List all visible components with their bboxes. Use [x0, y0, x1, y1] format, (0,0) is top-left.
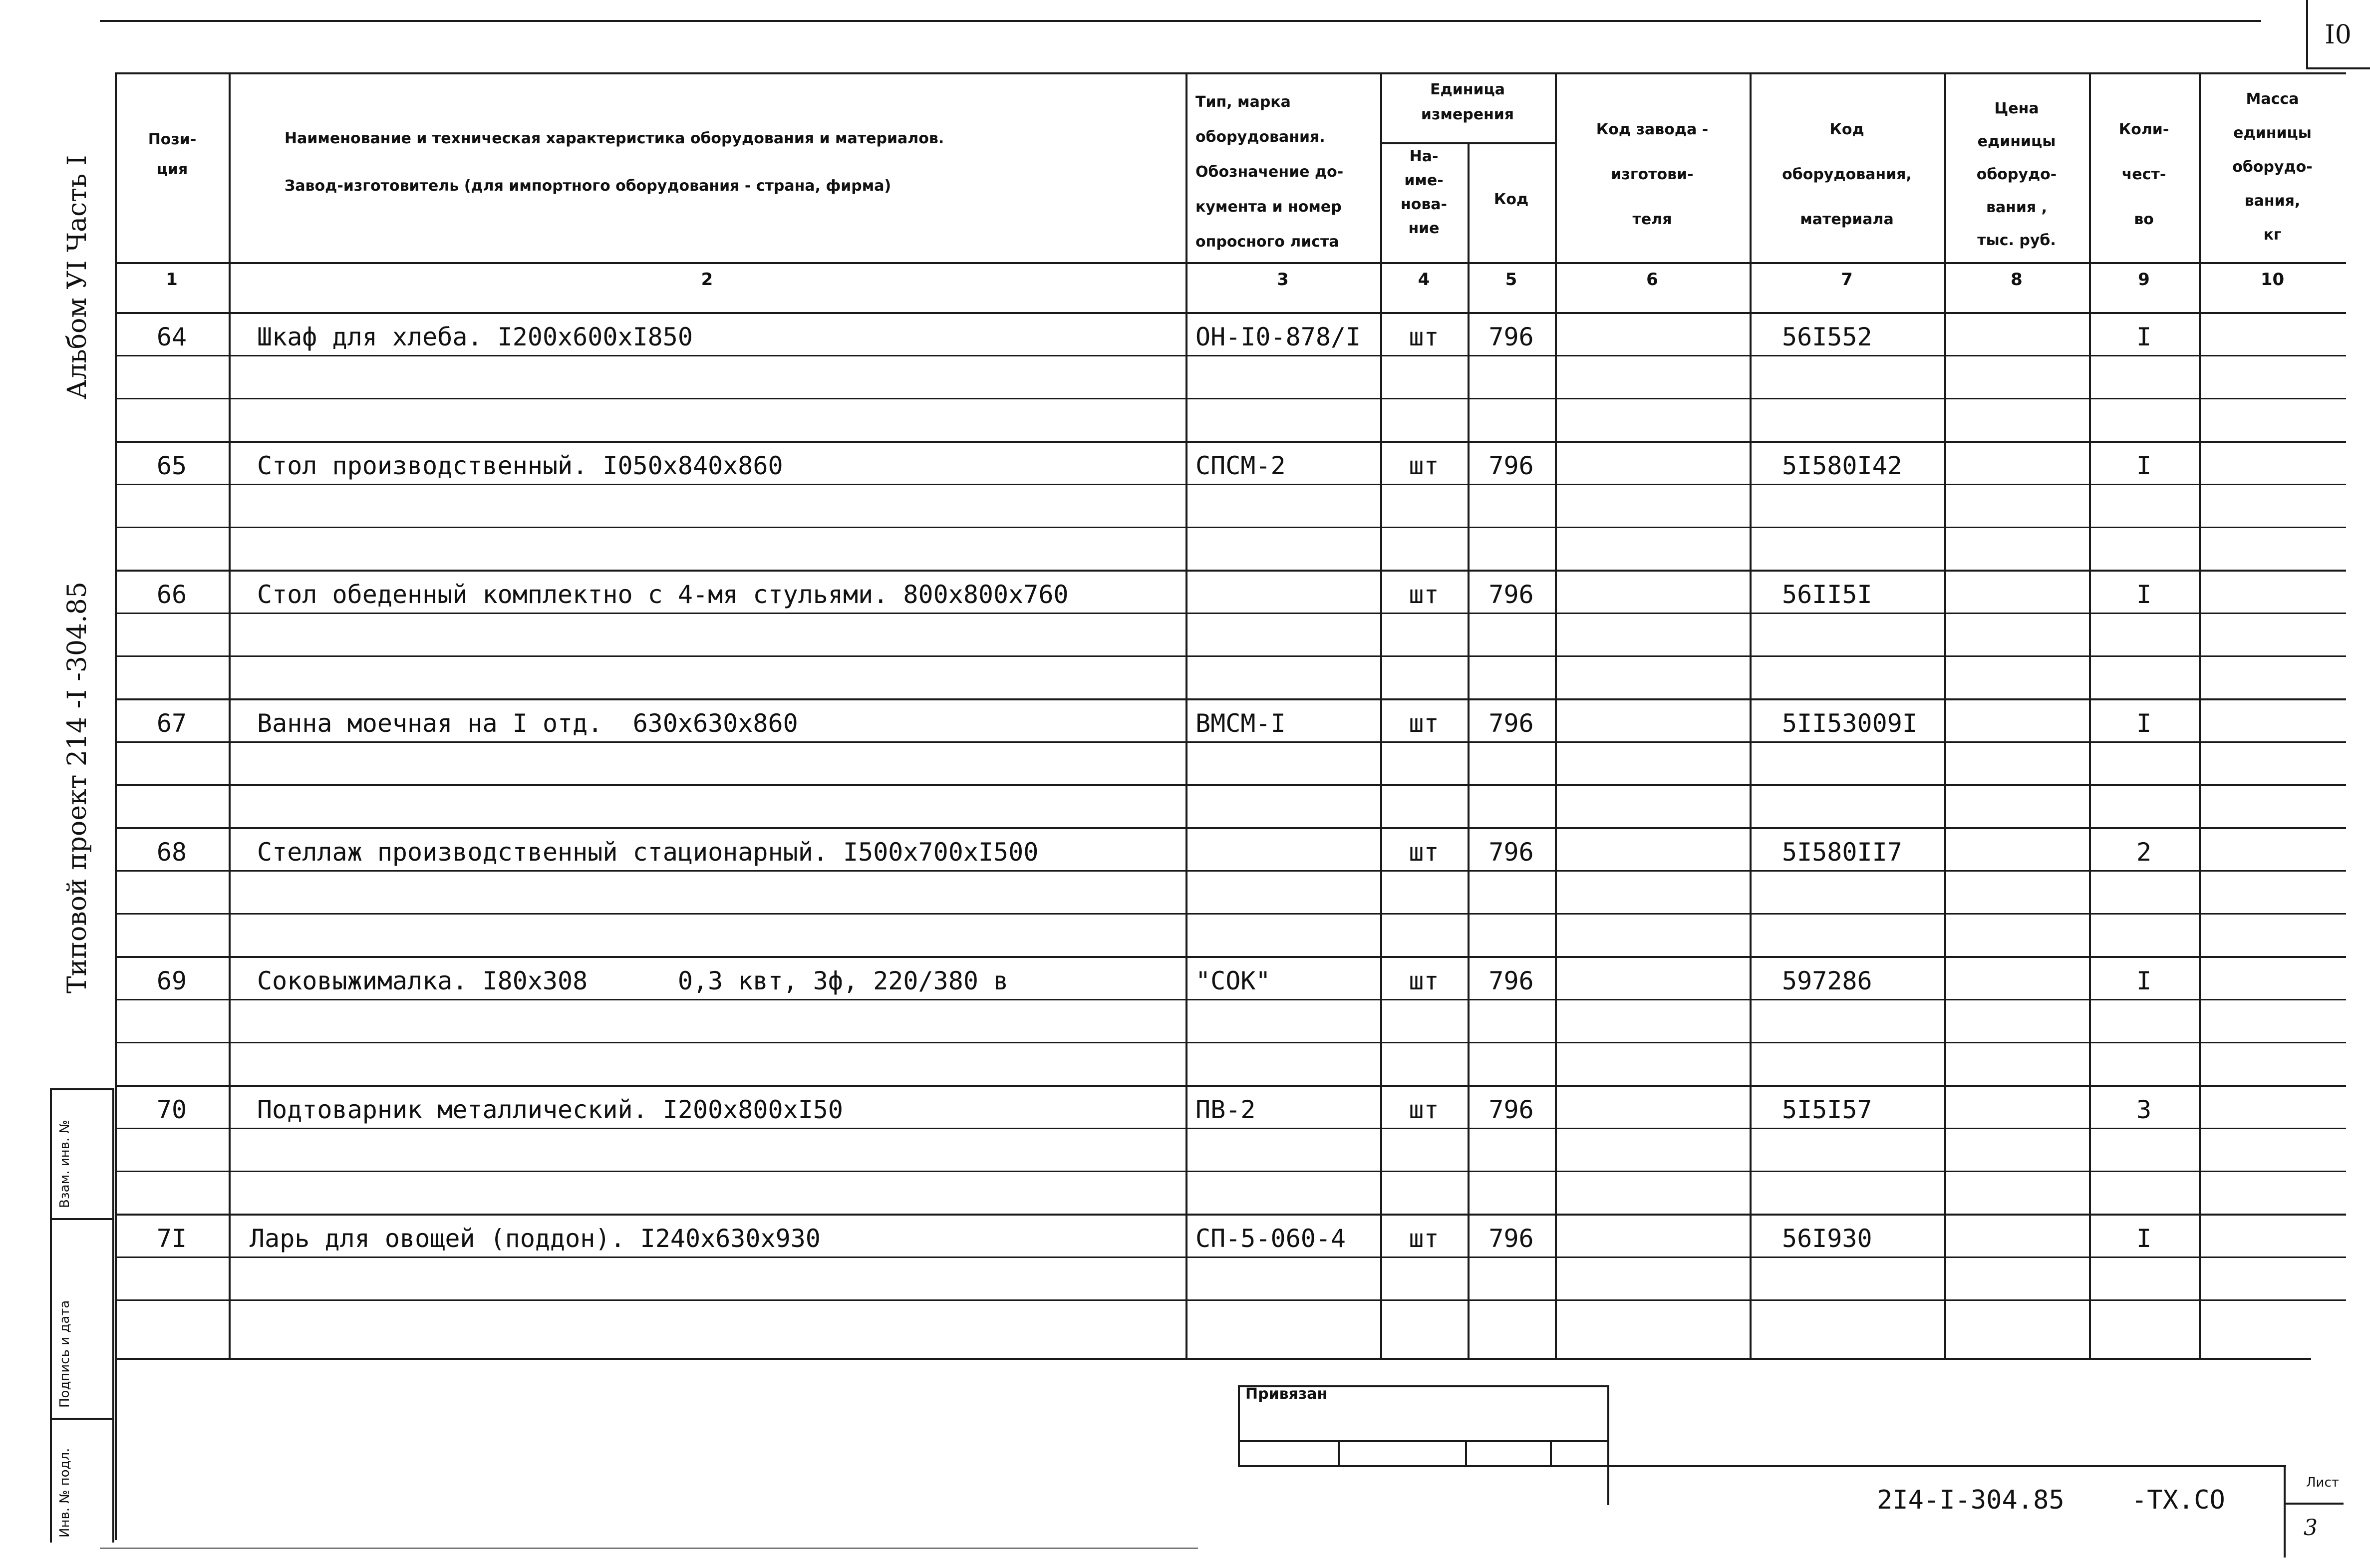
row-qty: I: [2136, 966, 2152, 995]
top-border: [100, 20, 2261, 22]
row-position: 70: [156, 1095, 187, 1124]
row-unit: шт: [1409, 966, 1439, 995]
colnum-7: 7: [1841, 270, 1853, 290]
row-qty: I: [2136, 709, 2152, 738]
row-position: 65: [156, 451, 187, 480]
sheet-no: 3: [2304, 1515, 2318, 1541]
colnum-6: 6: [1646, 270, 1658, 290]
doc-suffix: -ТХ.СО: [2131, 1485, 2225, 1515]
row-type: ОН-I0-878/I: [1195, 322, 1361, 351]
header-mass: Масса единицы оборудо- вания, кг: [2232, 90, 2313, 244]
stamp-line-2: [50, 1218, 112, 1220]
row-separator: [115, 1299, 2346, 1301]
col-line-9: [2199, 72, 2201, 1358]
linked-tick-3: [1550, 1440, 1552, 1465]
row-separator: [115, 999, 2346, 1000]
row-position: 67: [156, 709, 187, 738]
row-separator: [115, 913, 2346, 915]
stamp-right-line: [112, 1088, 114, 1543]
col-line-0: [115, 72, 117, 1540]
colnum-5: 5: [1505, 270, 1517, 290]
row-block-separator: [115, 698, 2346, 700]
stamp-line-3: [50, 1418, 112, 1420]
row-type: "СОК": [1195, 966, 1271, 995]
col-line-1: [229, 72, 231, 1358]
row-block-separator: [115, 1085, 2346, 1087]
colnum-1: 1: [166, 270, 178, 290]
row-unit-code: 796: [1488, 322, 1534, 351]
row-unit-code: 796: [1488, 1224, 1534, 1253]
row-name: Стол обеденный комплектно с 4-мя стульями. 800x800x760: [257, 580, 1069, 609]
row-unit: шт: [1409, 451, 1439, 480]
row-unit-code: 796: [1488, 1095, 1534, 1124]
row-type: ПВ-2: [1195, 1095, 1256, 1124]
header-qty: Коли- чест- во: [2118, 121, 2169, 228]
row-unit-code: 796: [1488, 709, 1534, 738]
colnum-3: 3: [1277, 270, 1289, 290]
row-separator: [115, 655, 2346, 657]
sheet-label: Лист: [2306, 1475, 2339, 1490]
col-line-5: [1555, 72, 1557, 1358]
row-position: 69: [156, 966, 187, 995]
row-qty: I: [2136, 580, 2152, 609]
linked-box-mid: [1238, 1440, 1607, 1442]
row-separator: [115, 1128, 2346, 1129]
row-name: Шкаф для хлеба. I200x600xI850: [257, 322, 693, 351]
row-unit-code: 796: [1488, 580, 1534, 609]
table-bottom-line: [115, 1358, 2311, 1360]
row-type: СПСМ-2: [1195, 451, 1286, 480]
row-equip-code: 5I5I57: [1782, 1095, 1872, 1124]
row-block-separator: [115, 827, 2346, 829]
row-position: 7I: [156, 1224, 187, 1253]
row-position: 66: [156, 580, 187, 609]
row-unit: шт: [1409, 709, 1439, 738]
row-equip-code: 5I580II7: [1782, 838, 1902, 867]
row-unit-code: 796: [1488, 838, 1534, 867]
row-qty: 3: [2136, 1095, 2152, 1124]
row-separator: [115, 870, 2346, 872]
header-unit-name: На- име- нова- ние: [1400, 148, 1448, 237]
header-bottom-line: [115, 262, 2346, 264]
row-type: ВМСМ-I: [1195, 709, 1286, 738]
row-unit: шт: [1409, 322, 1439, 351]
col-line-2: [1185, 72, 1187, 1358]
header-type: Тип, марка оборудования. Обозначение до- кумента и номер опросного листа: [1195, 93, 1344, 251]
row-qty: 2: [2136, 838, 2152, 867]
row-name: Ларь для овощей (поддон). I240x630x930: [250, 1224, 821, 1253]
row-separator: [115, 398, 2346, 399]
sheet-cell-left: [2284, 1465, 2286, 1558]
row-unit: шт: [1409, 580, 1439, 609]
row-name: Ванна моечная на I отд. 630x630x860: [257, 709, 798, 738]
row-equip-code: 56I552: [1782, 322, 1872, 351]
row-separator: [115, 741, 2346, 743]
row-separator: [115, 1042, 2346, 1043]
header-price: Цена единицы оборудо- вания , тыс. руб.: [1976, 100, 2057, 249]
row-name: Соковыжималка. I80x308 0,3 квт, 3ф, 220/380 в: [257, 966, 1009, 995]
sheet-number: I0: [2325, 20, 2352, 50]
title-block-line: [1238, 1465, 2286, 1467]
colnum-10: 10: [2260, 270, 2285, 290]
table-top-line: [115, 72, 2346, 74]
row-equip-code: 5II53009I: [1782, 709, 1917, 738]
linked-label: Привязан: [1245, 1385, 1328, 1403]
header-unit-code: Код: [1493, 191, 1529, 208]
row-block-separator: [115, 570, 2346, 572]
row-qty: I: [2136, 451, 2152, 480]
stamp-label-signature: Подпись и дата: [57, 1300, 72, 1408]
linked-tick-2: [1465, 1440, 1467, 1465]
doc-code: 2I4-I-304.85: [1877, 1485, 2065, 1515]
row-equip-code: 597286: [1782, 966, 1872, 995]
row-block-separator: [115, 1214, 2346, 1216]
linked-box-left: [1238, 1385, 1240, 1465]
colnum-2: 2: [701, 270, 713, 290]
linked-box-right: [1607, 1385, 1609, 1505]
row-position: 68: [156, 838, 187, 867]
col-line-6: [1750, 72, 1752, 1358]
row-equip-code: 56I930: [1782, 1224, 1872, 1253]
header-position: Пози- ция: [148, 131, 197, 178]
row-qty: I: [2136, 1224, 2152, 1253]
row-position: 64: [156, 322, 187, 351]
row-separator: [115, 484, 2346, 485]
row-unit: шт: [1409, 838, 1439, 867]
row-type: СП-5-060-4: [1195, 1224, 1346, 1253]
album-label: Альбом УI Часть I: [62, 155, 92, 399]
stamp-label-original: Инв. № подл.: [57, 1448, 72, 1538]
row-unit-code: 796: [1488, 966, 1534, 995]
row-separator: [115, 1171, 2346, 1172]
stamp-line-1: [50, 1088, 112, 1090]
col-line-7: [1944, 72, 1946, 1358]
row-unit: шт: [1409, 1224, 1439, 1253]
colnum-9: 9: [2138, 270, 2150, 290]
header-equip-code: Код оборудования, материала: [1782, 121, 1912, 228]
row-unit-code: 796: [1488, 451, 1534, 480]
row-equip-code: 5I580I42: [1782, 451, 1902, 480]
colnum-8: 8: [2011, 270, 2023, 290]
stamp-label-replace: Взам. инв. №: [57, 1120, 72, 1208]
sheet-cell-mid: [2284, 1503, 2344, 1505]
row-separator: [115, 784, 2346, 786]
stamp-left-line: [50, 1088, 52, 1543]
row-equip-code: 56II5I: [1782, 580, 1872, 609]
colnum-4: 4: [1418, 270, 1430, 290]
header-name: Наименование и техническая характеристика оборудования и материалов. Завод-изготовитель (для импортного оборудования - страна, фирма): [285, 130, 944, 195]
row-block-separator: [115, 956, 2346, 958]
linked-tick-1: [1338, 1440, 1340, 1465]
row-separator: [115, 527, 2346, 528]
row-unit: шт: [1409, 1095, 1439, 1124]
row-separator: [115, 613, 2346, 614]
row-separator: [115, 1256, 2346, 1258]
row-separator: [115, 355, 2346, 356]
header-unit-group: Единица измерения: [1421, 81, 1514, 123]
project-label: Типовой проект 214 -I -304.85: [62, 582, 92, 993]
bottom-edge: [100, 1548, 1198, 1549]
row-qty: I: [2136, 322, 2152, 351]
header-maker-code: Код завода - изготови- теля: [1596, 121, 1709, 228]
sheet-box-bottom: [2306, 67, 2370, 69]
row-name: Стол производственный. I050x840x860: [257, 451, 783, 480]
row-name: Подтоварник металлический. I200x800xI50: [257, 1095, 843, 1124]
row-block-separator: [115, 441, 2346, 443]
colnum-bottom-line: [115, 312, 2346, 314]
row-name: Стеллаж производственный стационарный. I500x700xI500: [257, 838, 1039, 867]
